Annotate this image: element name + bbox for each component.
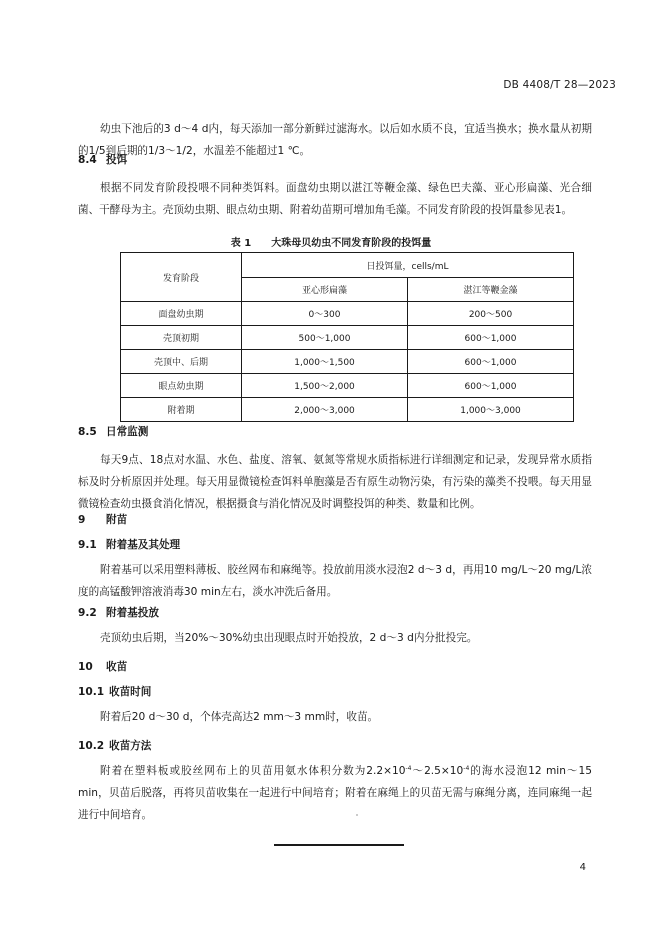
cell-col1: 1,000～1,500 (242, 350, 408, 374)
section-heading-8-4 (78, 152, 127, 167)
cell-stage: 附着期 (121, 398, 242, 422)
paragraph-monitoring: 每天9点、18点对水温、水色、盐度、溶氧、氨氮等常规水质指标进行详细测定和记录，发现异常水质指标及时分析原因并处理。每天用显微镜检查饵料单胞藻是否有原生动物污染，有污染的藻类不投喂。每天用显微镜检查幼虫摄食消化情况，根据摄食与消化情况及时调整投饵的种类、数量和比例。 (78, 454, 592, 510)
section-title: 附着基投放 (106, 607, 159, 619)
cell-col1: 500～1,000 (242, 326, 408, 350)
cell-stage: 面盘幼虫期 (121, 302, 242, 326)
header-col2: 湛江等鞭金藻 (408, 278, 574, 302)
paragraph-harvest-method (78, 760, 592, 826)
section-heading-9-2 (78, 605, 159, 620)
cell-col2: 600～1,000 (408, 374, 574, 398)
cell-col1: 1,500～2,000 (242, 374, 408, 398)
paragraph-harvest-time: 附着后20 d～30 d，个体壳高达2 mm～3 mm时，收苗。 (100, 711, 379, 723)
text-segment: ～2.5×10 (411, 765, 464, 777)
section-number: 9.1 (78, 539, 97, 551)
document-code: DB 4408/T 28—2023 (503, 79, 616, 91)
section-title: 附苗 (106, 514, 128, 526)
section-heading-9 (78, 512, 127, 527)
section-heading-9-1 (78, 537, 180, 552)
paragraph-feeding: 根据不同发育阶段投喂不同种类饵料。面盘幼虫期以湛江等鞭金藻、绿色巴夫藻、亚心形扁藻、光合细菌、干酵母为主。壳顶幼虫期、眼点幼虫期、附着幼苗期可增加角毛藻。不同发育阶段的投饵量参见表1。 (78, 182, 592, 216)
section-title: 收苗方法 (109, 740, 152, 752)
table-row (121, 302, 574, 326)
section-title: 收苗时间 (109, 686, 152, 698)
cell-col2: 1,000～3,000 (408, 398, 574, 422)
cell-stage: 壳顶中、后期 (121, 350, 242, 374)
header-stage: 发育阶段 (121, 253, 242, 302)
section-number: 9.2 (78, 607, 97, 619)
header-col1: 亚心形扁藻 (242, 278, 408, 302)
speck (356, 814, 358, 816)
cell-stage: 壳顶初期 (121, 326, 242, 350)
section-heading-10-2 (78, 738, 151, 753)
text-segment: 的海水浸泡12 min～15 min，贝苗后脱落，再将贝苗收集在一起进行中间培育；附着在麻绳上的贝苗无需与麻绳分离，连同麻绳一起进行中间培育。 (78, 765, 592, 821)
section-heading-10 (78, 659, 127, 674)
cell-col2: 600～1,000 (408, 326, 574, 350)
feeding-table (120, 252, 574, 422)
paragraph-water-change: 幼虫下池后的3 d～4 d内，每天添加一部分新鲜过滤海水。以后如水质不良，宜适当换水；换水量从初期的1/5到后期的1/3～1/2，水温差不能超过1 ℃。 (78, 123, 592, 157)
cell-col1: 2,000～3,000 (242, 398, 408, 422)
section-title: 日常监测 (106, 426, 149, 438)
exponent: -4 (405, 765, 412, 772)
section-number: 10 (78, 661, 93, 673)
cell-col2: 600～1,000 (408, 350, 574, 374)
page-number: 4 (579, 862, 586, 873)
header-daily-amount: 日投饵量，cells/mL (242, 253, 574, 278)
section-number: 8.5 (78, 426, 97, 438)
table-row (121, 326, 574, 350)
section-heading-10-1 (78, 684, 151, 699)
table-caption (0, 234, 662, 249)
exponent: -4 (463, 765, 470, 772)
section-number: 8.4 (78, 154, 97, 166)
text-segment: 附着在塑料板或胶丝网布上的贝苗用氨水体积分数为2.2×10 (100, 765, 406, 777)
end-rule (274, 844, 404, 846)
cell-col1: 0～300 (242, 302, 408, 326)
section-number: 9 (78, 514, 86, 526)
cell-col2: 200～500 (408, 302, 574, 326)
paragraph-placement: 壳顶幼虫后期，当20%～30%幼虫出现眼点时开始投放，2 d～3 d内分批投完。 (100, 632, 478, 644)
table-row (121, 374, 574, 398)
table-row (121, 398, 574, 422)
section-title: 附着基及其处理 (106, 539, 181, 551)
table-row (121, 350, 574, 374)
table-number: 表 1 (230, 238, 252, 249)
paragraph-attachment-base: 附着基可以采用塑料薄板、胶丝网布和麻绳等。投放前用淡水浸泡2 d～3 d，再用10 mg/L～20 mg/L浓度的高锰酸钾溶液消毒30 min左右，淡水冲洗后备用。 (78, 564, 592, 598)
section-title: 投饵 (106, 154, 128, 166)
cell-stage: 眼点幼虫期 (121, 374, 242, 398)
table-title: 大珠母贝幼虫不同发育阶段的投饵量 (271, 238, 432, 249)
section-heading-8-5 (78, 424, 148, 439)
section-title: 收苗 (106, 661, 128, 673)
section-number: 10.2 (78, 740, 105, 752)
section-number: 10.1 (78, 686, 105, 698)
